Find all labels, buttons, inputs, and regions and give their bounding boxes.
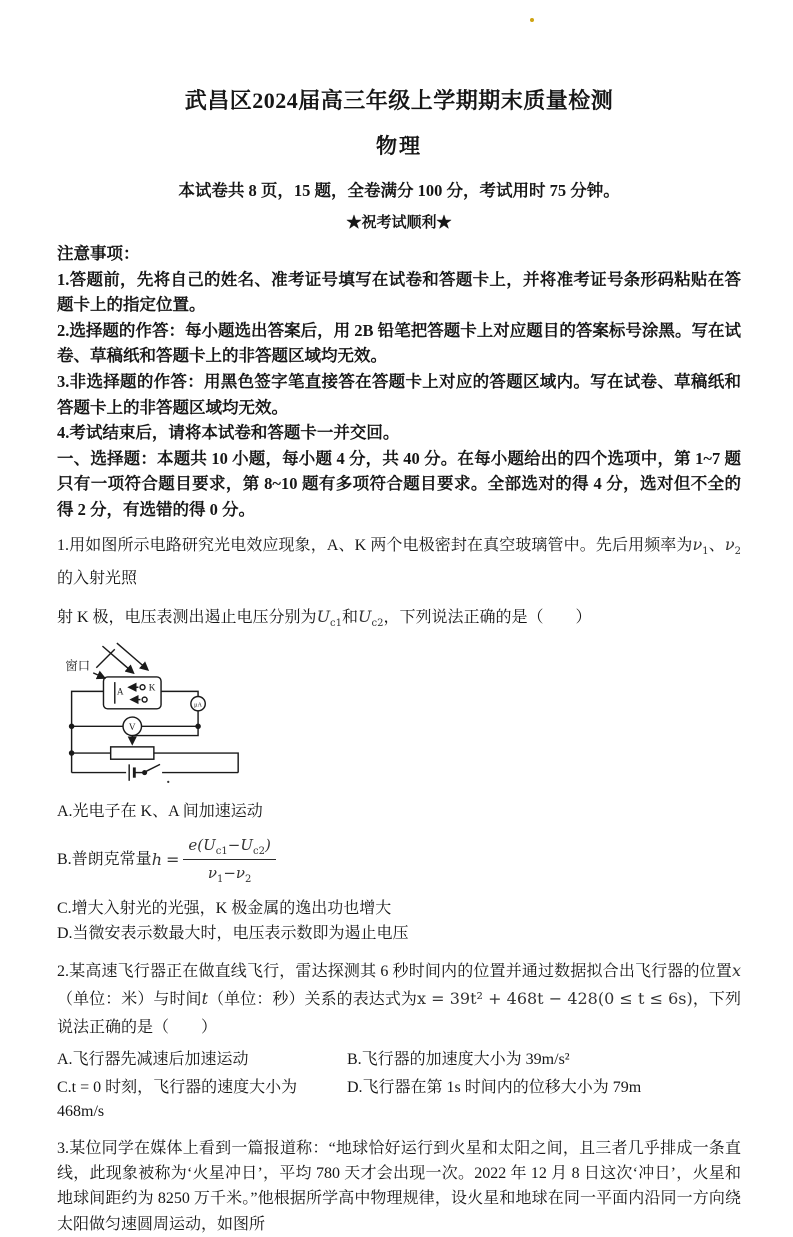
microammeter-label: μA — [194, 701, 202, 708]
switch-lever — [146, 764, 160, 771]
planck-fraction — [183, 833, 275, 886]
stem-text: ，下列说法正确的是（ ） — [57, 991, 741, 1036]
q1-option-b — [57, 833, 741, 886]
option-text: B.普朗克常量 — [57, 850, 152, 868]
light-ray-icon — [102, 646, 133, 673]
stem-text: 和 — [342, 608, 359, 626]
fraction-denominator: $\nu_1-\nu_2$ — [207, 863, 252, 885]
math-nu2: $\nu_2$ — [724, 534, 741, 557]
notice-heading: 注意事项： — [57, 244, 140, 263]
q1-option-d: D.当微安表示数最大时，电压表示数即为遏止电压 — [57, 924, 409, 942]
stem-text: （单位：米） — [57, 991, 154, 1009]
photoelectric-circuit-diagram — [61, 642, 257, 788]
wire — [72, 691, 104, 772]
position-formula: x = 39t² + 468t − 428(0 ≤ t ≤ 6s) — [416, 989, 693, 1009]
fraction-numerator: $e(U_{c1}-U_{c2})$ — [183, 833, 275, 860]
question-3 — [57, 1136, 741, 1237]
question-1-stem-line-2 — [57, 600, 741, 634]
electrode-a-label: A — [116, 686, 124, 697]
wire — [154, 753, 238, 773]
electrode-k-label: K — [148, 682, 156, 693]
section-1-heading: 一、选择题：本题共 10 小题，每小题 4 分，共 40 分。在每小题给出的四个选项中，第 1~7 题只有一项符合题目要求，第 8~10 题有多项符合题目要求。全部选对的得 4 分，选对但不全的得 2 分，有选错的得 0 分。 — [57, 448, 741, 519]
stem-text: 与时间 — [153, 991, 202, 1009]
notice-item-2: 2.选择题的作答：每小题选出答案后，用 2B 铅笔把答题卡上对应题目的答案标号涂黑。写在试卷、草稿纸和答题卡上的非答题区域均无效。 — [57, 320, 741, 366]
rheostat — [111, 746, 154, 758]
voltmeter-label: V — [128, 722, 136, 733]
math-uc1: $U_{c1}$ — [316, 606, 343, 629]
window-pointer-arrow-icon — [93, 672, 104, 677]
stem-text: 射 K 极，电压表测出遏止电压分别为 — [57, 608, 317, 626]
question-2-stem — [57, 957, 741, 1042]
subject-title: 物理 — [376, 134, 422, 158]
q1-option-a: A.光电子在 K、A 间加速运动 — [57, 802, 263, 820]
question-2 — [57, 957, 741, 1125]
math-nu1: $\nu_1$ — [692, 534, 709, 557]
q2-option-b: B.飞行器的加速度大小为 39m/s² — [347, 1051, 570, 1069]
q2-option-c: C.t = 0 时刻，飞行器的速度大小为 468m/s — [57, 1079, 298, 1121]
q2-option-row — [57, 1076, 741, 1124]
stem-text: 2.某高速飞行器正在做直线飞行，雷达探测其 6 秒时间内的位置并通过数据拟合出飞行器的位置 — [57, 962, 732, 980]
notice-section — [57, 241, 741, 446]
window-slash — [96, 649, 115, 668]
exam-wish: ★祝考试顺利★ — [346, 215, 452, 231]
stem-text: 、 — [708, 536, 725, 554]
q2-option-row — [57, 1048, 741, 1072]
math-h: h — [151, 849, 162, 869]
wire — [161, 691, 198, 696]
junction-dot — [70, 751, 74, 755]
scan-speck — [167, 780, 169, 782]
notice-item-1: 1.答题前，先将自己的姓名、准考证号填写在试卷和答题卡上，并将准考证号条形码粘贴在答题卡上的指定位置。 — [57, 269, 741, 315]
stem-text: 的入射光照 — [57, 569, 138, 587]
math-t: t — [201, 989, 209, 1009]
question-1 — [57, 528, 741, 946]
q1-circuit-figure — [61, 642, 741, 793]
electron-icon — [140, 684, 145, 689]
question-3-stem: 3.某位同学在媒体上看到一篇报道称：“地球恰好运行到火星和太阳之间，且三者几乎排成一条直线，此现象被称为‘火星冲日’，平均 780 天才会出现一次。2022 年 12 月 8 日这次‘冲日’，火星和地球间距约为 8250 万千米。”他根据所学高中物理规律，设火星和地球在同一平面内沿同一方向绕太阳做匀速圆周运动，如图所 — [57, 1140, 741, 1233]
question-1-stem-line-1 — [57, 528, 741, 595]
notice-item-4: 4.考试结束后，请将本试卷和答题卡一并交回。 — [57, 423, 400, 443]
q1-option-c: C.增大入射光的光强，K 极金属的逸出功也增大 — [57, 899, 392, 917]
exam-info: 本试卷共 8 页，15 题，全卷满分 100 分，考试用时 75 分钟。 — [178, 181, 620, 200]
window-label: 窗口 — [65, 658, 91, 673]
math-uc2: $U_{c2}$ — [358, 606, 384, 629]
stem-text: （单位：秒）关系的表达式为 — [208, 991, 417, 1009]
notice-item-3: 3.非选择题的作答：用黑色签字笔直接答在答题卡上对应的答题区域内。写在试卷、草稿纸和答题卡上的非答题区域均无效。 — [57, 371, 741, 417]
page-title: 武昌区2024届高三年级上学期期末质量检测 — [184, 88, 614, 113]
stem-text: ，下列说法正确的是（ ） — [383, 608, 592, 626]
light-ray-icon — [117, 643, 148, 670]
q2-option-a: A.飞行器先减速后加速运动 — [57, 1051, 249, 1069]
stem-text: 1.用如图所示电路研究光电效应现象，A、K 两个电极密封在真空玻璃管中。先后用频率为 — [57, 536, 693, 554]
math-x: x — [731, 960, 741, 980]
equals-sign: = — [166, 849, 180, 869]
q2-option-d: D.飞行器在第 1s 时间内的位移大小为 79m — [347, 1079, 642, 1097]
scan-artifact-dot — [530, 18, 534, 22]
electron-icon — [142, 697, 147, 702]
